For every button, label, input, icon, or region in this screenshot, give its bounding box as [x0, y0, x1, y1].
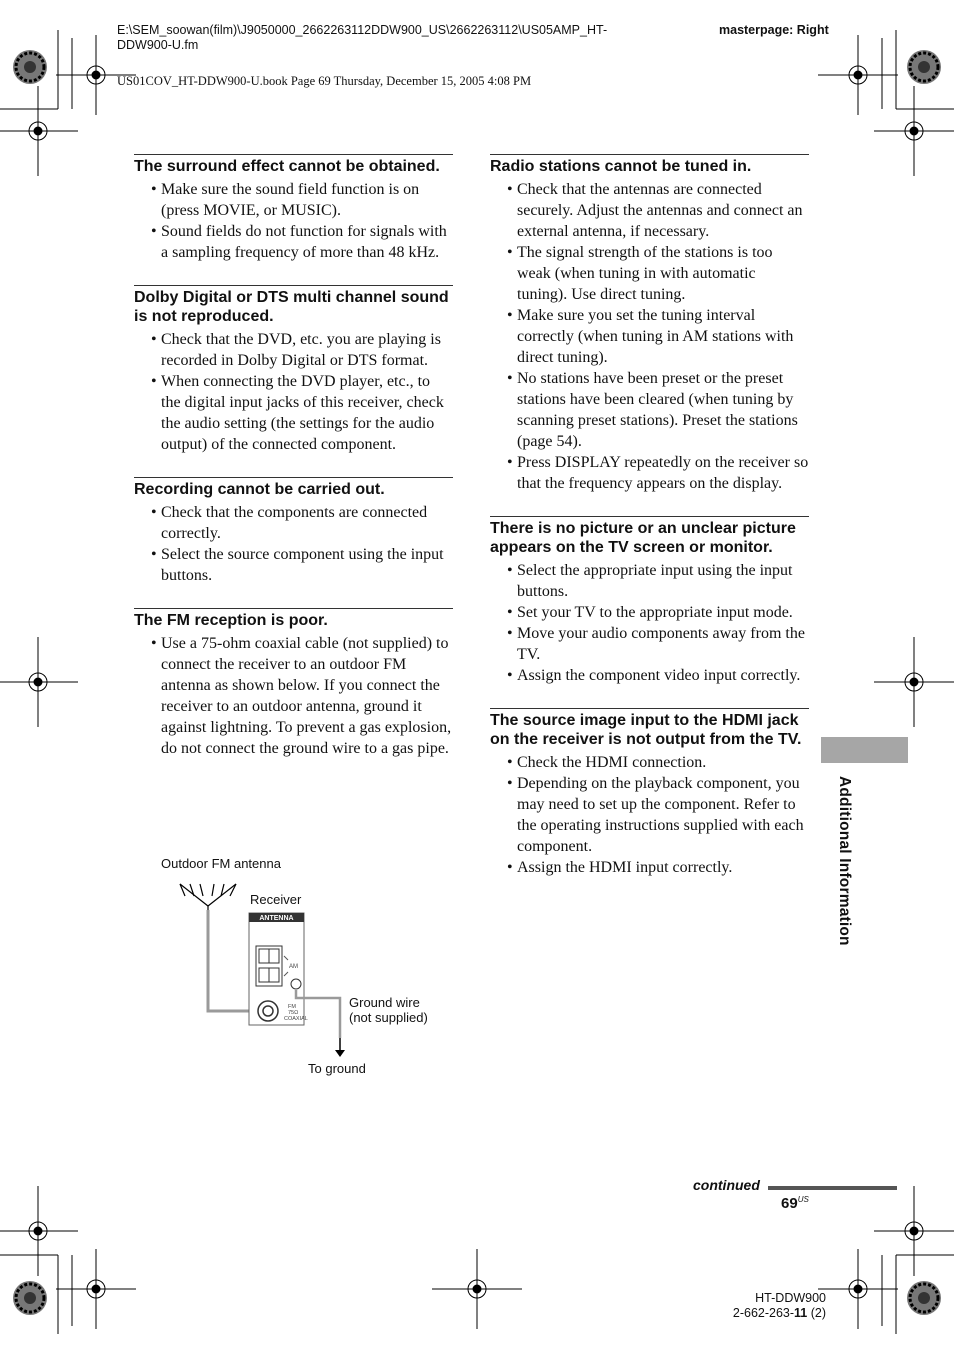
fm-terminal-label: FM — [288, 1004, 296, 1010]
model-name: HT-DDW900 — [755, 1291, 826, 1305]
bullet-item: • Check that the DVD, etc. you are playing is recorded in Dolby Digital or DTS format. — [134, 329, 453, 371]
diagram-label-ground-wire-1: Ground wire — [349, 995, 420, 1010]
masterpage-label: masterpage: Right — [719, 23, 829, 37]
part-code-bold: 11 — [794, 1306, 808, 1320]
bullet-item: • Check that the antennas are connected securely. Adjust the antennas and connect an external antenna, if necessary. — [490, 179, 809, 242]
bullet-item: • Make sure you set the tuning interval correctly (when tuning in AM stations with direct tuning). — [490, 305, 809, 368]
diagram-label-receiver: Receiver — [250, 892, 302, 907]
bullet-item: • The signal strength of the stations is too weak (when tuning in with automatic tuning). Use direct tuning. — [490, 242, 809, 305]
file-path-line-2: DDW900-U.fm — [117, 38, 199, 52]
bullet-item: • Check the HDMI connection. — [490, 752, 809, 773]
troubleshoot-section-radio-tuning — [490, 154, 809, 494]
troubleshoot-section-surround — [134, 154, 453, 263]
bullet-item: • Select the appropriate input using the input buttons. — [490, 560, 809, 602]
bullet-item: • Use a 75-ohm coaxial cable (not supplied) to connect the receiver to an outdoor FM antenna as shown below. If you connect the receiver to an outdoor antenna, ground it against lightning. To prevent a gas explosion, do not connect the ground wire to a gas pipe. — [134, 633, 453, 759]
bullet-item: • No stations have been preset or the preset stations have been cleared (when tuning by scanning preset stations). Preset the stations (page 54). — [490, 368, 809, 452]
side-section-label: Additional Information — [836, 776, 853, 946]
bullet-item: • Sound fields do not function for signals with a sampling frequency of more than 48 kHz. — [134, 221, 453, 263]
antenna-panel-title: ANTENNA — [259, 915, 294, 922]
troubleshoot-section-fm-reception — [134, 608, 453, 759]
troubleshoot-section-dolby-dts — [134, 285, 453, 455]
part-code-prefix: 2-662-263- — [732, 1306, 795, 1320]
file-path-line-1: E:\SEM_soowan(film)\J9050000_2662263112DDW900_US\2662263112\US05AMP_HT- — [117, 23, 608, 37]
section-heading: The FM reception is poor. — [134, 612, 328, 629]
receiver-antenna-panel-icon — [249, 913, 308, 1025]
section-heading: The source image input to the HDMI jack on the receiver is not output from the TV. — [490, 712, 802, 748]
page-number-suffix: US — [797, 1195, 809, 1204]
left-column — [134, 154, 453, 781]
troubleshoot-section-recording — [134, 477, 453, 586]
bullet-item: • Assign the HDMI input correctly. — [490, 857, 809, 878]
bullet-item: • Check that the components are connected correctly. — [134, 502, 453, 544]
diagram-label-ground-wire-2: (not supplied) — [349, 1010, 428, 1025]
continued-label: continued — [693, 1177, 760, 1193]
bullet-item: • Move your audio components away from the TV. — [490, 623, 809, 665]
bullet-item: • Set your TV to the appropriate input mode. — [490, 602, 809, 623]
bullet-item: • Press DISPLAY repeatedly on the receiver so that the frequency appears on the display. — [490, 452, 809, 494]
bullet-item: • Make sure the sound field function is on (press MOVIE, or MUSIC). — [134, 179, 453, 221]
bullet-item: • Assign the component video input correctly. — [490, 665, 809, 686]
bullet-item: • Depending on the playback component, you may need to set up the component. Refer to the operating instructions supplied with each component. — [490, 773, 809, 857]
troubleshoot-section-no-picture — [490, 516, 809, 686]
ground-arrow-icon — [335, 1050, 345, 1057]
section-heading: The surround effect cannot be obtained. — [134, 158, 440, 175]
troubleshoot-section-hdmi — [490, 708, 809, 878]
fm-antenna-diagram — [170, 870, 370, 1060]
book-info-line: US01COV_HT-DDW900-U.book Page 69 Thursday, December 15, 2005 4:08 PM — [117, 74, 532, 88]
section-heading: There is no picture or an unclear picture appears on the TV screen or monitor. — [490, 520, 796, 556]
page-number-value: 69 — [781, 1195, 798, 1212]
section-heading: Recording cannot be carried out. — [134, 481, 385, 498]
section-tab-marker — [821, 737, 908, 763]
right-column — [490, 154, 809, 900]
part-code-suffix: (2) — [807, 1306, 826, 1320]
section-heading: Dolby Digital or DTS multi channel sound is not reproduced. — [134, 289, 449, 325]
diagram-label-to-ground: To ground — [308, 1061, 366, 1076]
page-number — [781, 1195, 809, 1212]
continued-bar — [768, 1186, 897, 1190]
part-code — [724, 1306, 826, 1321]
bullet-item: • When connecting the DVD player, etc., to the digital input jacks of this receiver, check the audio setting (the settings for the audio output) of the connected component. — [134, 371, 453, 455]
section-heading: Radio stations cannot be tuned in. — [490, 158, 752, 175]
model-info — [724, 1291, 826, 1321]
diagram-label-outdoor-antenna: Outdoor FM antenna — [161, 856, 281, 871]
am-terminal-label: AM — [289, 964, 298, 970]
fm-coaxial-label: COAXIAL — [284, 1016, 308, 1022]
bullet-item: • Select the source component using the input buttons. — [134, 544, 453, 586]
fm-impedance-label: 75Ω — [288, 1010, 299, 1016]
file-path-header — [117, 23, 677, 53]
